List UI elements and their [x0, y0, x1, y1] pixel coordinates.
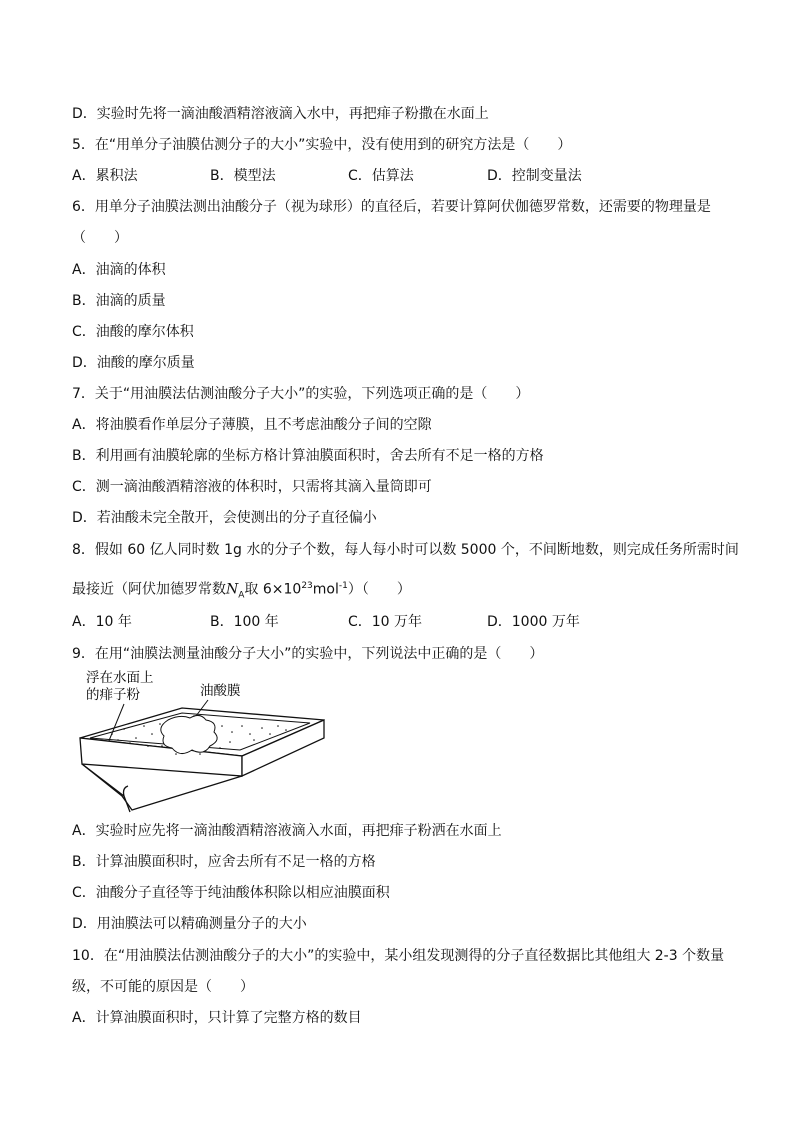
na-exponent: 23 — [301, 581, 313, 591]
q10-stem-line1: 10．在“用油膜法估测油酸分子的大小”的实验中，某小组发现测得的分子直径数据比其他组大 2-3 个数量 — [72, 948, 725, 964]
q5-option-b: B．模型法 — [210, 168, 276, 184]
label-powder-line2: 的痱子粉 — [86, 687, 140, 703]
q8-option-b: B．100 年 — [210, 614, 279, 630]
q6-option-d: D．油酸的摩尔质量 — [72, 355, 195, 371]
na-subscript: A — [238, 590, 245, 601]
label-oil-film: 油酸膜 — [200, 683, 241, 699]
q7-option-c: C．测一滴油酸酒精溶液的体积时，只需将其滴入量筒即可 — [72, 479, 432, 495]
q8-stem-line2-post: ）（ ） — [347, 581, 411, 598]
q10-stem-line2: 级，不可能的原因是（ ） — [72, 979, 254, 995]
q8-stem-line1: 8．假如 60 亿人同时数 1g 水的分子个数，每人每小时可以数 5000 个，不间断地数，则完成任务所需时间 — [72, 542, 739, 558]
q5-option-a: A．累积法 — [72, 168, 138, 184]
q6-option-a: A．油滴的体积 — [72, 262, 166, 278]
q7-option-d: D．若油酸未完全散开，会使测出的分子直径偏小 — [72, 510, 377, 526]
q9-option-c: C．油酸分子直径等于纯油酸体积除以相应油膜面积 — [72, 885, 390, 901]
na-value: 取 6×10 — [244, 581, 302, 598]
q5-stem: 5．在“用单分子油膜估测分子的大小”实验中，没有使用到的研究方法是（ ） — [72, 137, 572, 153]
q8-option-d: D．1000 万年 — [487, 614, 580, 630]
na-symbol: N — [226, 581, 239, 598]
q9-option-d: D．用油膜法可以精确测量分子的大小 — [72, 916, 307, 932]
q9-option-a: A．实验时应先将一滴油酸酒精溶液滴入水面，再把痱子粉洒在水面上 — [72, 823, 502, 839]
q8-option-a: A．10 年 — [72, 614, 132, 630]
q5-option-d: D．控制变量法 — [487, 168, 582, 184]
q9-stem: 9．在用“油膜法测量油酸分子大小”的实验中，下列说法中正确的是（ ） — [72, 646, 544, 662]
q9-option-b: B．计算油膜面积时，应舍去所有不足一格的方格 — [72, 854, 376, 870]
q7-option-a: A．将油膜看作单层分子薄膜，且不考虑油酸分子间的空隙 — [72, 417, 432, 433]
q8-stem-line2-pre: 最接近（阿伏加德罗常数 — [72, 581, 226, 598]
na-unit-exponent: -1 — [338, 581, 348, 591]
q5-option-c: C．估算法 — [348, 168, 414, 184]
q4-option-d: D．实验时先将一滴油酸酒精溶液滴入水中，再把痱子粉撒在水面上 — [72, 106, 489, 122]
oil-film-patch — [161, 715, 217, 753]
oil-film-tray-figure — [72, 668, 352, 816]
tray-side-wall — [242, 720, 324, 776]
q6-stem-line2: （ ） — [72, 230, 128, 246]
tray-corner-edge — [82, 764, 130, 812]
label-powder-line1: 浮在水面上 — [86, 670, 154, 686]
q6-option-b: B．油滴的质量 — [72, 293, 166, 309]
q6-stem-line1: 6．用单分子油膜法测出油酸分子（视为球形）的直径后，若要计算阿伏伽德罗常数，还需要的物理量是 — [72, 199, 711, 215]
tray-diagram-svg — [72, 668, 352, 816]
q8-option-c: C．10 万年 — [348, 614, 423, 630]
q7-stem: 7．关于“用油膜法估测油酸分子大小”的实验，下列选项正确的是（ ） — [72, 386, 530, 402]
q7-option-b: B．利用画有油膜轮廓的坐标方格计算油膜面积时，舍去所有不足一格的方格 — [72, 448, 544, 464]
q8-stem-line2 — [72, 577, 411, 604]
na-unit: mol — [312, 581, 339, 598]
q6-option-c: C．油酸的摩尔体积 — [72, 324, 194, 340]
q10-option-a: A．计算油膜面积时，只计算了完整方格的数目 — [72, 1010, 362, 1026]
